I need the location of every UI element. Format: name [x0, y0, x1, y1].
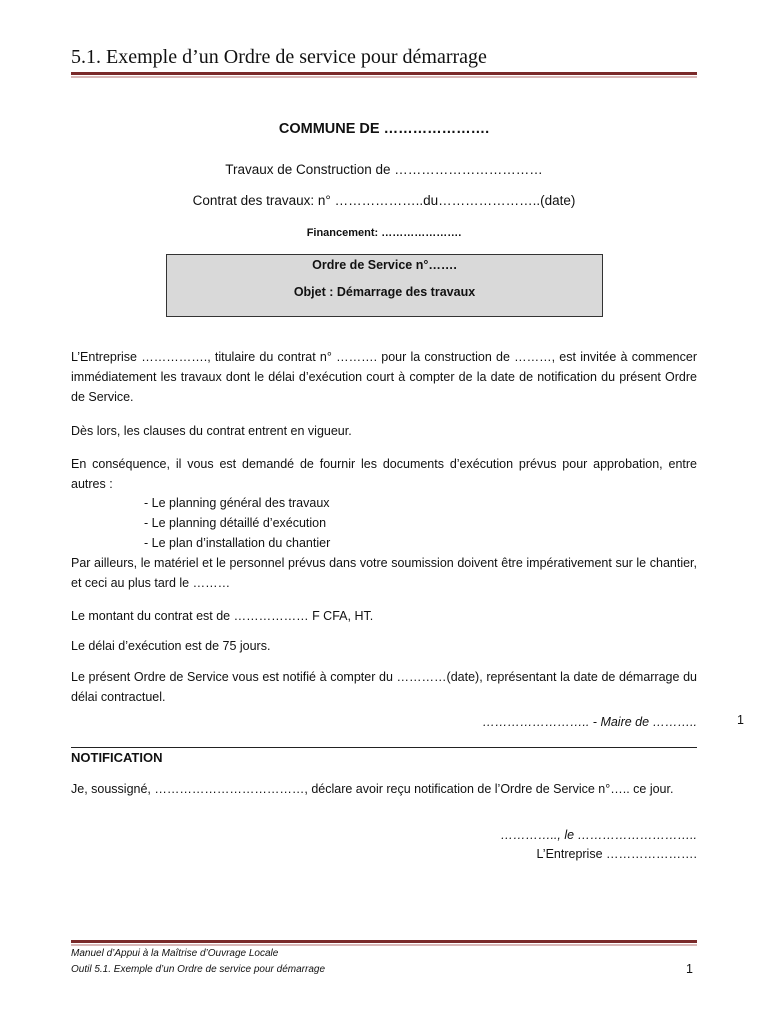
- header-rule-light: [71, 76, 697, 78]
- footer-rule-dark: [71, 940, 697, 943]
- paragraph-documents: En conséquence, il vous est demandé de fournir les documents d’exécution prévus pour approbation, entre autres :: [71, 457, 697, 491]
- commune-title: COMMUNE DE ………………….: [278, 121, 490, 137]
- notification-text: Je, soussigné, ………………………………, déclare avoir reçu notification de l’Ordre de Service n°….. ce jour.: [71, 782, 674, 796]
- list-item: - Le plan d’installation du chantier: [144, 536, 331, 550]
- list-item: - Le planning général des travaux: [144, 496, 330, 510]
- notification-divider: [71, 747, 697, 748]
- ordre-service-objet: Objet : Démarrage des travaux: [293, 285, 476, 299]
- paragraph-clauses: Dès lors, les clauses du contrat entrent en vigueur.: [71, 424, 352, 438]
- page-title: 5.1. Exemple d’un Ordre de service pour démarrage: [71, 46, 487, 68]
- montant-line: Le montant du contrat est de ……………… F CFA, HT.: [71, 609, 374, 623]
- ordre-service-number: Ordre de Service n°…….: [312, 258, 457, 272]
- page-number: 1: [686, 962, 693, 976]
- ordre-service-box: [166, 254, 603, 317]
- financement-line: Financement: ………………….: [306, 227, 462, 239]
- paragraph-entreprise: L’Entreprise ……………., titulaire du contrat n° ………. pour la construction de ………, est invitée à commencer immédiatement les travaux dont le délai d’exécution court à compter de la date de notification du présent Ordre de Service.: [71, 350, 697, 404]
- list-item: - Le planning détaillé d’exécution: [144, 516, 327, 530]
- notification-date-line: ………….., le ………………………..: [500, 828, 697, 842]
- contrat-line: Contrat des travaux: n° ………………..du…………………..(date): [192, 193, 576, 208]
- notification-title: NOTIFICATION: [71, 750, 163, 765]
- footer-tool-title: Outil 5.1. Exemple d’un Ordre de service pour démarrage: [71, 964, 326, 975]
- footer-rule-light: [71, 944, 697, 946]
- paragraph-notifie: Le présent Ordre de Service vous est notifié à compter du …………(date), représentant la date de démarrage du délai contractuel.: [71, 670, 697, 704]
- travaux-line: Travaux de Construction de ……………………………: [225, 162, 543, 177]
- margin-number: 1: [737, 713, 744, 727]
- delai-line: Le délai d’exécution est de 75 jours.: [71, 639, 271, 653]
- paragraph-materiel: Par ailleurs, le matériel et le personnel prévus dans votre soumission doivent être impérativement sur le chantier, et ceci au plus tard le ………: [71, 556, 697, 590]
- notification-entreprise-line: L’Entreprise ………………….: [536, 847, 697, 861]
- documents-list: [144, 493, 330, 553]
- maire-signature: …………………….. - Maire de ………..: [482, 715, 697, 729]
- header-rule-dark: [71, 72, 697, 75]
- footer-manual-title: Manuel d’Appui à la Maîtrise d’Ouvrage Locale: [71, 948, 279, 959]
